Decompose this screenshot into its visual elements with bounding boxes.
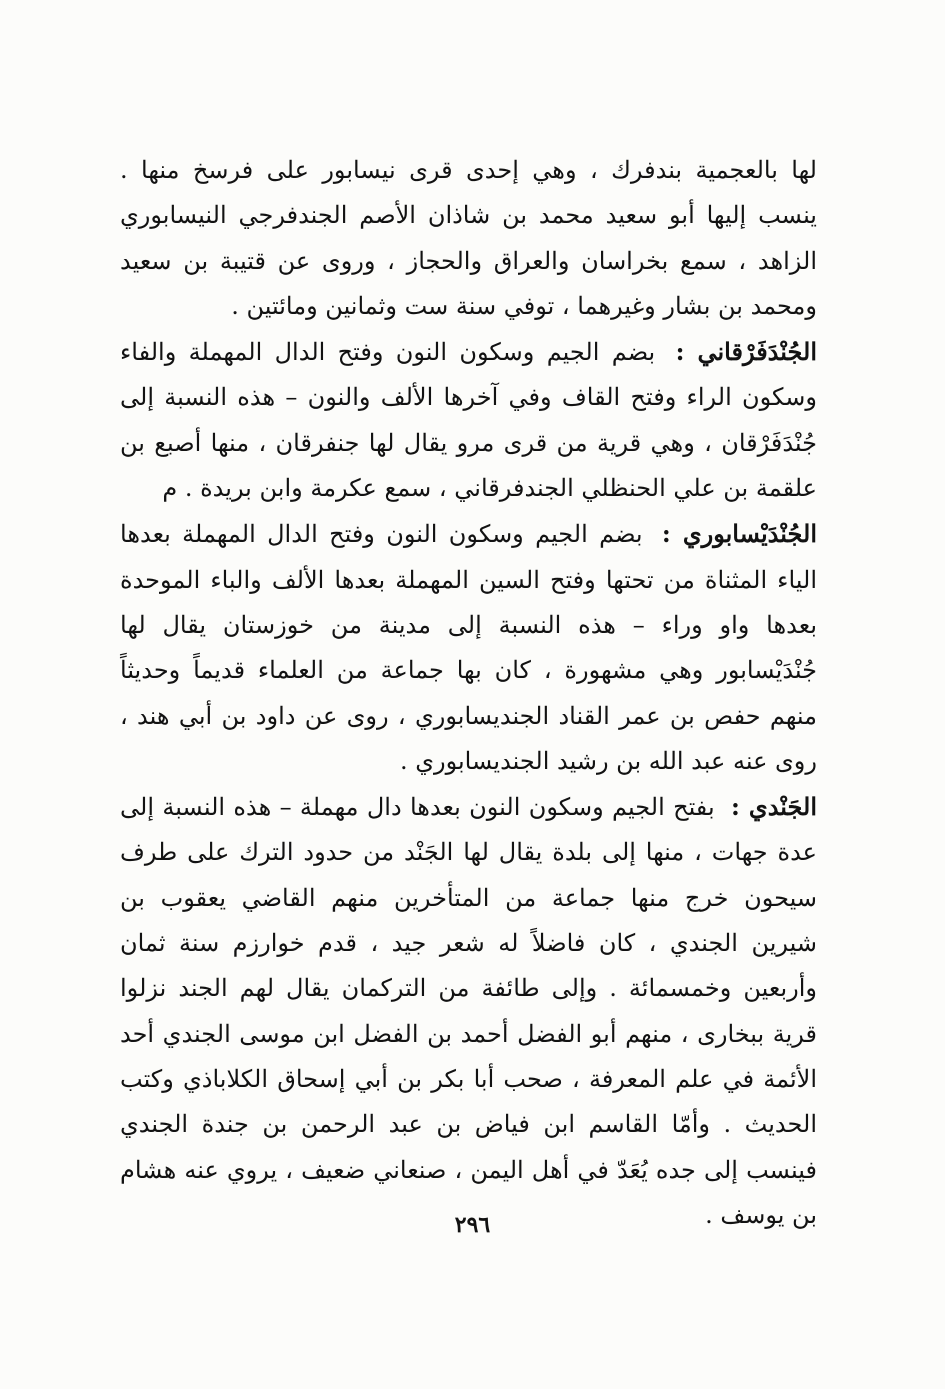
entry-body: بضم الجيم وسكون النون وفتح الدال المهملة بعدها الياء المثناة من تحتها وفتح السين المهملة بعدها الألف والباء الموحدة بعدها واو وراء – هذه النسبة إلى مدينة من خوزستان يقال لها جُنْدَيْسابور وهي مشهورة ، كان بها جماعة من العلماء قديماً وحديثاً منهم حفص بن عمر القناد الجنديسابوري ، روى عن داود بن أبي هند ، روى عنه عبد الله بن رشيد الجنديسابوري .: [120, 520, 818, 775]
entry-continuation: [120, 148, 817, 329]
entry-heading: الجُنْدَيْسابوري :: [661, 519, 817, 549]
page-text: [120, 148, 817, 1238]
entry-body: لها بالعجمية بندفرك ، وهي إحدى قرى نيسابور على فرسخ منها . ينسب إليها أبو سعيد محمد بن شاذان الأصم الجندفرجي النيسابوري الزاهد ، سمع بخراسان والعراق والحجاز ، وروى عن قتيبة بن سعيد ومحمد بن بشار وغيرهما ، توفي سنة ست وثمانين ومائتين .: [120, 156, 818, 320]
entry-jundafarqani: [120, 329, 817, 511]
entry-jundi: [120, 784, 817, 1238]
entry-body: بفتح الجيم وسكون النون بعدها دال مهملة – هذه النسبة إلى عدة جهات ، منها إلى بلدة يقال لها الجَنْد من حدود الترك على طرف سيحون خرج منها جماعة من المتأخرين منهم القاضي يعقوب بن شيرين الجندي ، كان فاضلاً له شعر جيد ، قدم خوارزم سنة ثمان وأربعين وخمسمائة . وإلى طائفة من التركمان يقال لهم الجند نزلوا قرية ببخارى ، منهم أبو الفضل أحمد بن الفضل ابن موسى الجندي أحد الأئمة في علم المعرفة ، صحب أبا بكر بن أبي إسحاق الكلاباذي وكتب الحديث . وأمّا القاسم ابن فياض بن عبد الرحمن بن جندة الجندي فينسب إلى جده يُعَدّ في أهل اليمن ، صنعاني ضعيف ، يروي عنه هشام بن يوسف .: [120, 793, 817, 1229]
entry-heading: الجَنْدي :: [730, 792, 818, 822]
entry-heading: الجُنْدَفَرْقاني :: [675, 337, 817, 367]
entry-body: بضم الجيم وسكون النون وفتح الدال المهملة والفاء وسكون الراء وفتح القاف وفي آخرها الألف والنون – هذه النسبة إلى جُنْدَفَرْقان ، وهي قرية من قرى مرو يقال لها جنفرقان ، منها أصبع بن علقمة بن علي الحنظلي الجندفرقاني ، سمع عكرمة وابن بريدة . م: [120, 338, 818, 503]
entry-jundaysaburi: [120, 511, 817, 784]
page-number: ٢٩٦: [454, 1212, 491, 1238]
